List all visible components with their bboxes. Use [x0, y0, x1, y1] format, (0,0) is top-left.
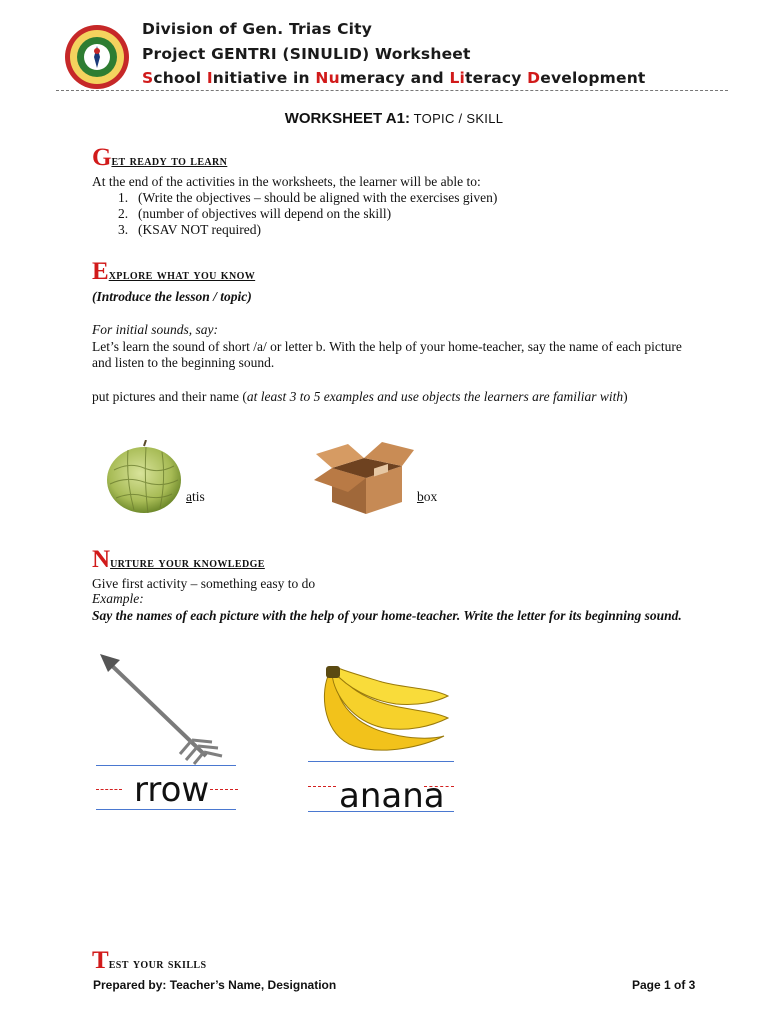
- header-project: Project GENTRI (SINULID) Worksheet: [142, 45, 471, 63]
- writing-line-bottom: [96, 809, 236, 810]
- header-division: Division of Gen. Trias City: [142, 20, 373, 38]
- header-initiative-part: I: [206, 69, 213, 87]
- arrow-word: rrow: [134, 770, 210, 810]
- objective-item: [92, 206, 704, 222]
- put-pictures-note: [92, 389, 704, 405]
- header-initiative-part: Li: [449, 69, 466, 87]
- box-image: [314, 440, 416, 516]
- atis-rest: tis: [192, 489, 205, 504]
- objective-number: 2.: [118, 206, 129, 221]
- box-label: [417, 489, 437, 505]
- objective-text: (KSAV NOT required): [138, 222, 261, 237]
- example-label: Example:: [92, 591, 144, 606]
- header-divider: [56, 90, 728, 91]
- worksheet-topic: TOPIC / SKILL: [409, 111, 504, 126]
- footer-page-number: Page 1 of 3: [632, 978, 696, 992]
- objective-number: 1.: [118, 190, 129, 205]
- put-plain: put pictures and their name (: [92, 389, 247, 404]
- section-title: et ready to learn: [111, 153, 228, 169]
- explore-paragraph: Let’s learn the sound of short /a/ or letter b. With the help of your home-teacher, say the name of each picture and listen to the beginning sound.: [92, 339, 682, 370]
- header-initiative-part: Nu: [315, 69, 340, 87]
- section-initial: T: [92, 947, 109, 974]
- section-title: urture your knowledge: [110, 555, 265, 571]
- section-initial: G: [92, 144, 112, 171]
- objective-number: 3.: [118, 222, 129, 237]
- blank-dash: [308, 786, 336, 787]
- blank-dash: [96, 789, 122, 790]
- banana-word: anana: [339, 776, 445, 816]
- arrow-image: [98, 652, 226, 766]
- put-close: ): [623, 389, 628, 404]
- objectives-intro: At the end of the activities in the worksheets, the learner will be able to:: [92, 174, 481, 189]
- writing-line-top: [96, 765, 236, 766]
- atis-first-letter: a: [186, 489, 192, 504]
- atis-label: [186, 489, 205, 505]
- section-test: [92, 947, 206, 975]
- put-italic: at least 3 to 5 examples and use objects the learners are familiar with: [246, 389, 624, 404]
- explore-intro: (Introduce the lesson / topic): [92, 289, 252, 304]
- header-initiative-part: teracy: [465, 69, 528, 87]
- header-initiative-part: S: [142, 69, 154, 87]
- header-initiative-part: evelopment: [540, 69, 646, 87]
- header-initiative-part: D: [527, 69, 541, 87]
- footer-prepared-by: Prepared by: Teacher’s Name, Designation: [93, 978, 337, 992]
- writing-line-bottom: [308, 811, 454, 812]
- section-nurture: [92, 546, 265, 574]
- atis-fruit-image: [104, 440, 184, 514]
- initial-sounds-label: For initial sounds, say:: [92, 322, 219, 337]
- nurture-activity: Give first activity – something easy to do: [92, 576, 316, 591]
- section-initial: N: [92, 546, 111, 573]
- objective-item: [92, 190, 704, 206]
- school-seal-icon: [64, 24, 130, 90]
- objective-text: (Write the objectives – should be aligned with the exercises given): [138, 190, 498, 205]
- objectives-list: [92, 190, 704, 238]
- box-rest: ox: [423, 489, 438, 504]
- guide-dash: [210, 789, 238, 790]
- writing-line-top: [308, 761, 454, 762]
- section-get-ready: [92, 144, 227, 172]
- section-explore: [92, 258, 255, 286]
- objective-item: [92, 222, 704, 238]
- header-initiative: [142, 69, 646, 87]
- objective-text: (number of objectives will depend on the skill): [138, 206, 392, 221]
- nurture-instruction: Say the names of each picture with the help of your home-teacher. Write the letter for its beginning sound.: [92, 608, 682, 623]
- section-title: est your skills: [108, 956, 207, 972]
- header-initiative-part: nitiative in: [212, 69, 316, 87]
- box-first-letter: b: [417, 489, 424, 504]
- header-initiative-part: meracy and: [339, 69, 450, 87]
- worksheet-title-bold: WORKSHEET A1:: [284, 110, 410, 127]
- section-title: xplore what you know: [108, 267, 256, 283]
- section-initial: E: [92, 258, 109, 285]
- banana-image: [314, 666, 454, 758]
- worksheet-title: [0, 110, 768, 127]
- header-initiative-part: chool: [153, 69, 207, 87]
- objectives-block: [92, 174, 704, 238]
